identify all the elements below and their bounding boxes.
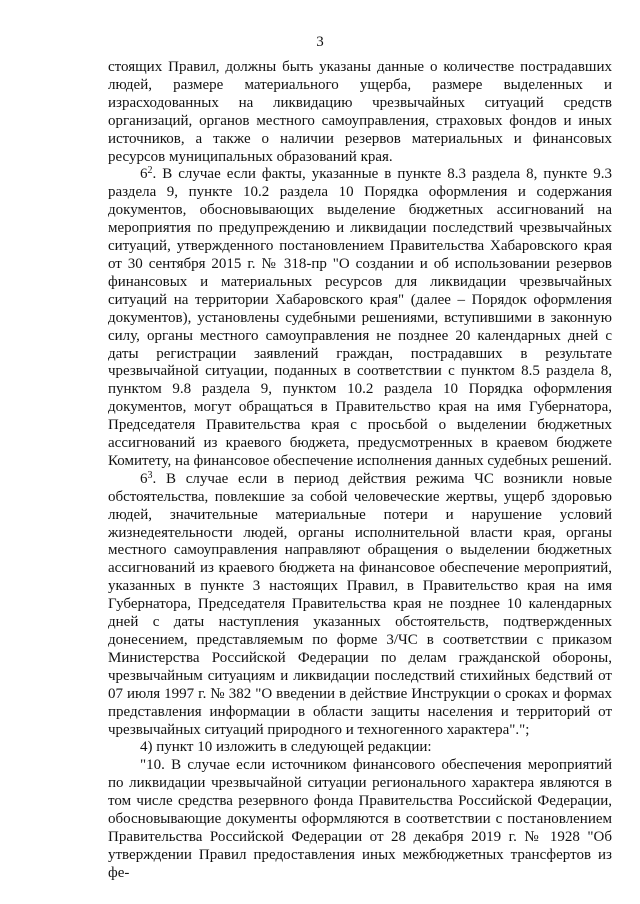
paragraph-item-4 [108,739,612,757]
document-body [108,59,612,883]
paragraph-marker: 6 [140,166,148,183]
paragraph-continuation [108,59,612,166]
paragraph-10 [108,757,612,882]
paragraph-text: "10. В случае если источником финансового обеспечения мероприятий по ликвидации чрезвычайной ситуации регионального характера являются в том числе средства резервного фонда Правительства Российской Федерации, обосновывающие документы оформляются в соответствии с постановлением Правительства Российской Федерации от 28 декабря 2019 г. № 1928 "Об утверждении Правил предоставления иных межбюджетных трансфертов из фе- [108,757,612,881]
paragraph-superscript: 3 [147,469,153,481]
paragraph-text: 4) пункт 10 изложить в следующей редакции: [140,739,432,756]
paragraph-6-2 [108,166,612,470]
paragraph-text: стоящих Правил, должны быть указаны данные о количестве пострадавших людей, размере материального ущерба, размере выделенных и израсходованных на ликвидацию чрезвычайных ситуаций средств организаций, органов местного самоуправления, страховых фондов и иных источников, а также о наличии резервов материальных и финансовых ресурсов муниципальных образований края. [108,59,612,165]
paragraph-6-3 [108,471,612,740]
paragraph-text: . В случае если факты, указанные в пункте 8.3 раздела 8, пункте 9.3 раздела 9, пункте 10.2 раздела 10 Порядка оформления и содержания документов, обосновывающих выделение бюджетных ассигнований на мероприятия по предупреждению и ликвидации последствий чрезвычайных ситуаций, утвержденного постановлением Правительства Хабаровского края от 30 сентября 2015 г. № 318-пр "О создании и об использовании резервов финансовых и материальных ресурсов для ликвидации чрезвычайных ситуаций на территории Хабаровского края" (далее – Порядок оформления документов), установлены судебными решениями, вступившими в законную силу, органы местного самоуправления не позднее 20 календарных дней с даты регистрации заявлений граждан, пострадавших в результате чрезвычайной ситуации, поданных в соответствии с пунктом 8.5 раздела 8, пунктом 9.8 раздела 9, пунктом 10.2 раздела 10 Порядка оформления документов, могут обращаться в Правительство края на имя Губернатора, Председателя Правительства края с просьбой о выделении бюджетных ассигнований из краевого бюджета, предусмотренных в краевом бюджете Комитету, на финансовое обеспечение исполнения данных судебных решений. [108,166,612,469]
paragraph-text: . В случае если в период действия режима ЧС возникли новые обстоятельства, повлекшие за собой человеческие жертвы, ущерб здоровью людей, значительные материальные потери и нарушение условий жизнедеятельности людей, органы исполнительной власти края, органы местного самоуправления направляют обращения о выделении бюджетных ассигнований из краевого бюджета на финансовое обеспечение мероприятий, указанных в пункте 3 настоящих Правил, в Правительство края на имя Губернатора, Председателя Правительства края не позднее 10 календарных дней с даты наступления указанных обстоятельств, подтвержденных донесением, представляемым по форме 3/ЧС в соответствии с приказом Министерства Российской Федерации по делам гражданской обороны, чрезвычайным ситуациям и ликвидации последствий стихийных бедствий от 07 июля 1997 г. № 382 "О введении в действие Инструкции о сроках и формах представления информации в области защиты населения и территорий от чрезвычайных ситуаций природного и техногенного характера"."; [108,470,612,738]
paragraph-superscript: 2 [147,165,153,177]
paragraph-marker: 6 [140,470,148,487]
page-number: 3 [316,34,324,50]
